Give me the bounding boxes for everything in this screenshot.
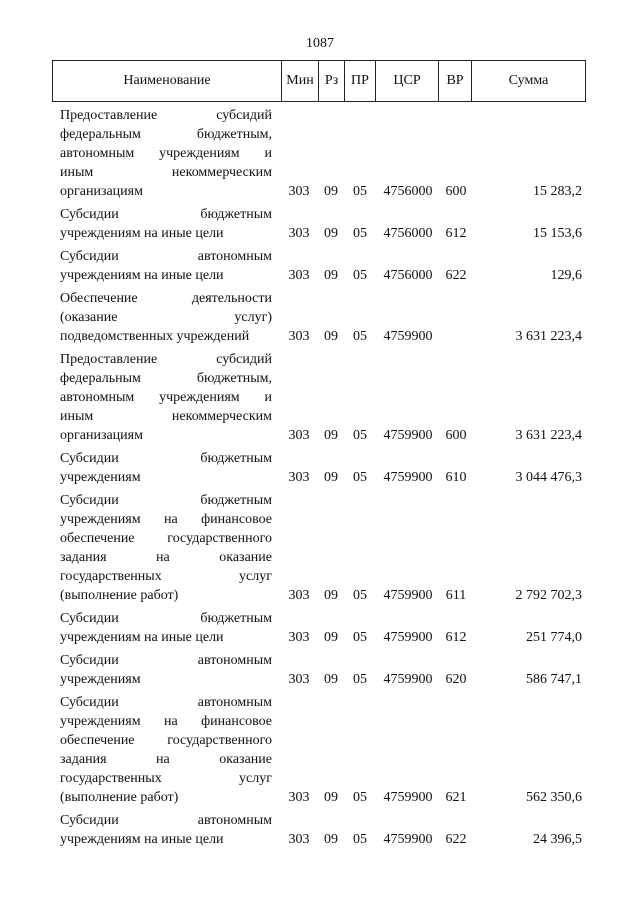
page-number: 1087 xyxy=(306,36,334,51)
row-name-line: Субсидии бюджетным xyxy=(60,207,272,222)
row-sum: 24 396,5 xyxy=(533,832,582,847)
row-name-line: учреждениям на иные цели xyxy=(60,226,224,241)
row-name-line: учреждениям на финансовое xyxy=(60,512,272,527)
row-vr: 620 xyxy=(445,672,467,687)
row-vr: 611 xyxy=(445,588,467,603)
row-name-line: Обеспечение деятельности xyxy=(60,291,272,306)
row-rz: 09 xyxy=(324,184,338,199)
row-vr: 600 xyxy=(445,184,467,199)
row-name-line: Субсидии бюджетным xyxy=(60,493,272,508)
row-name-line: федеральным бюджетным, xyxy=(60,371,272,386)
row-rz: 09 xyxy=(324,329,338,344)
row-csr: 4759900 xyxy=(383,428,433,443)
row-rz: 09 xyxy=(324,832,338,847)
row-sum: 129,6 xyxy=(550,268,582,283)
row-name-line: организациям xyxy=(60,184,143,199)
row-sum: 251 774,0 xyxy=(526,630,582,645)
row-rz: 09 xyxy=(324,790,338,805)
row-name xyxy=(60,651,272,689)
row-rz: 09 xyxy=(324,630,338,645)
row-name xyxy=(60,693,272,807)
row-csr: 4759900 xyxy=(383,588,433,603)
row-name-line: учреждениям на иные цели xyxy=(60,630,224,645)
row-name-line: Субсидии бюджетным xyxy=(60,611,272,626)
row-name-line: учреждениям xyxy=(60,470,141,485)
row-sum: 562 350,6 xyxy=(526,790,582,805)
row-name-line: подведомственных учреждений xyxy=(60,329,250,344)
row-rz: 09 xyxy=(324,588,338,603)
row-pr: 05 xyxy=(353,790,367,805)
row-csr: 4756000 xyxy=(383,226,433,241)
row-name xyxy=(60,289,272,346)
row-name-line: иным некоммерческим xyxy=(60,409,272,424)
row-vr: 610 xyxy=(445,470,467,485)
row-csr: 4759900 xyxy=(383,630,433,645)
row-name xyxy=(60,106,272,201)
row-name-line: Предоставление субсидий xyxy=(60,352,272,367)
row-name-line: обеспечение государственного xyxy=(60,733,272,748)
row-min: 303 xyxy=(288,184,310,199)
row-name-line: учреждениям xyxy=(60,672,141,687)
row-min: 303 xyxy=(288,588,310,603)
row-name-line: Субсидии автономным xyxy=(60,249,272,264)
row-vr: 622 xyxy=(445,832,467,847)
row-vr: 612 xyxy=(445,630,467,645)
header-rz: Рз xyxy=(319,61,345,101)
row-csr: 4759900 xyxy=(383,790,433,805)
row-pr: 05 xyxy=(353,470,367,485)
row-name xyxy=(60,350,272,445)
header-min: Мин xyxy=(282,61,319,101)
row-pr: 05 xyxy=(353,226,367,241)
row-name-line: Субсидии автономным xyxy=(60,813,272,828)
row-name-line: организациям xyxy=(60,428,143,443)
row-sum: 15 283,2 xyxy=(533,184,582,199)
row-vr: 622 xyxy=(445,268,467,283)
row-min: 303 xyxy=(288,630,310,645)
row-name-line: федеральным бюджетным, xyxy=(60,127,272,142)
row-rz: 09 xyxy=(324,470,338,485)
row-pr: 05 xyxy=(353,268,367,283)
row-rz: 09 xyxy=(324,672,338,687)
row-name-line: автономным учреждениям и xyxy=(60,390,272,405)
row-name xyxy=(60,609,272,647)
row-name xyxy=(60,247,272,285)
row-vr: 621 xyxy=(445,790,467,805)
row-name-line: учреждениям на финансовое xyxy=(60,714,272,729)
row-vr: 612 xyxy=(445,226,467,241)
row-name-line: Субсидии бюджетным xyxy=(60,451,272,466)
row-min: 303 xyxy=(288,832,310,847)
row-name-line: (выполнение работ) xyxy=(60,790,179,805)
row-name-line: (оказание услуг) xyxy=(60,310,272,325)
row-sum: 15 153,6 xyxy=(533,226,582,241)
row-csr: 4759900 xyxy=(383,832,433,847)
row-name-line: государственных услуг xyxy=(60,569,272,584)
header-vr: ВР xyxy=(439,61,472,101)
row-pr: 05 xyxy=(353,329,367,344)
row-sum: 2 792 702,3 xyxy=(515,588,582,603)
header-name: Наименование xyxy=(53,61,282,101)
row-name xyxy=(60,205,272,243)
table-header xyxy=(52,60,586,102)
row-csr: 4759900 xyxy=(383,470,433,485)
row-rz: 09 xyxy=(324,226,338,241)
row-rz: 09 xyxy=(324,268,338,283)
row-min: 303 xyxy=(288,672,310,687)
row-name-line: иным некоммерческим xyxy=(60,165,272,180)
row-rz: 09 xyxy=(324,428,338,443)
row-name-line: задания на оказание xyxy=(60,550,272,565)
row-csr: 4759900 xyxy=(383,672,433,687)
row-pr: 05 xyxy=(353,588,367,603)
row-name-line: учреждениям на иные цели xyxy=(60,832,224,847)
row-name xyxy=(60,811,272,849)
row-sum: 586 747,1 xyxy=(526,672,582,687)
row-pr: 05 xyxy=(353,832,367,847)
row-name-line: Субсидии автономным xyxy=(60,653,272,668)
row-csr: 4756000 xyxy=(383,268,433,283)
row-min: 303 xyxy=(288,226,310,241)
row-pr: 05 xyxy=(353,184,367,199)
row-name-line: Субсидии автономным xyxy=(60,695,272,710)
row-min: 303 xyxy=(288,428,310,443)
header-pr: ПР xyxy=(345,61,376,101)
row-sum: 3 631 223,4 xyxy=(515,428,582,443)
header-csr: ЦСР xyxy=(376,61,439,101)
row-sum: 3 631 223,4 xyxy=(515,329,582,344)
row-sum: 3 044 476,3 xyxy=(515,470,582,485)
header-sum: Сумма xyxy=(508,73,549,88)
row-name-line: государственных услуг xyxy=(60,771,272,786)
row-min: 303 xyxy=(288,470,310,485)
row-name-line: автономным учреждениям и xyxy=(60,146,272,161)
row-min: 303 xyxy=(288,329,310,344)
row-csr: 4759900 xyxy=(383,329,433,344)
row-name xyxy=(60,491,272,605)
row-name-line: (выполнение работ) xyxy=(60,588,179,603)
row-pr: 05 xyxy=(353,428,367,443)
row-csr: 4756000 xyxy=(383,184,433,199)
row-name-line: учреждениям на иные цели xyxy=(60,268,224,283)
row-pr: 05 xyxy=(353,630,367,645)
row-min: 303 xyxy=(288,790,310,805)
row-name-line: обеспечение государственного xyxy=(60,531,272,546)
row-vr: 600 xyxy=(445,428,467,443)
row-pr: 05 xyxy=(353,672,367,687)
row-min: 303 xyxy=(288,268,310,283)
row-name-line: Предоставление субсидий xyxy=(60,108,272,123)
row-name xyxy=(60,449,272,487)
row-name-line: задания на оказание xyxy=(60,752,272,767)
